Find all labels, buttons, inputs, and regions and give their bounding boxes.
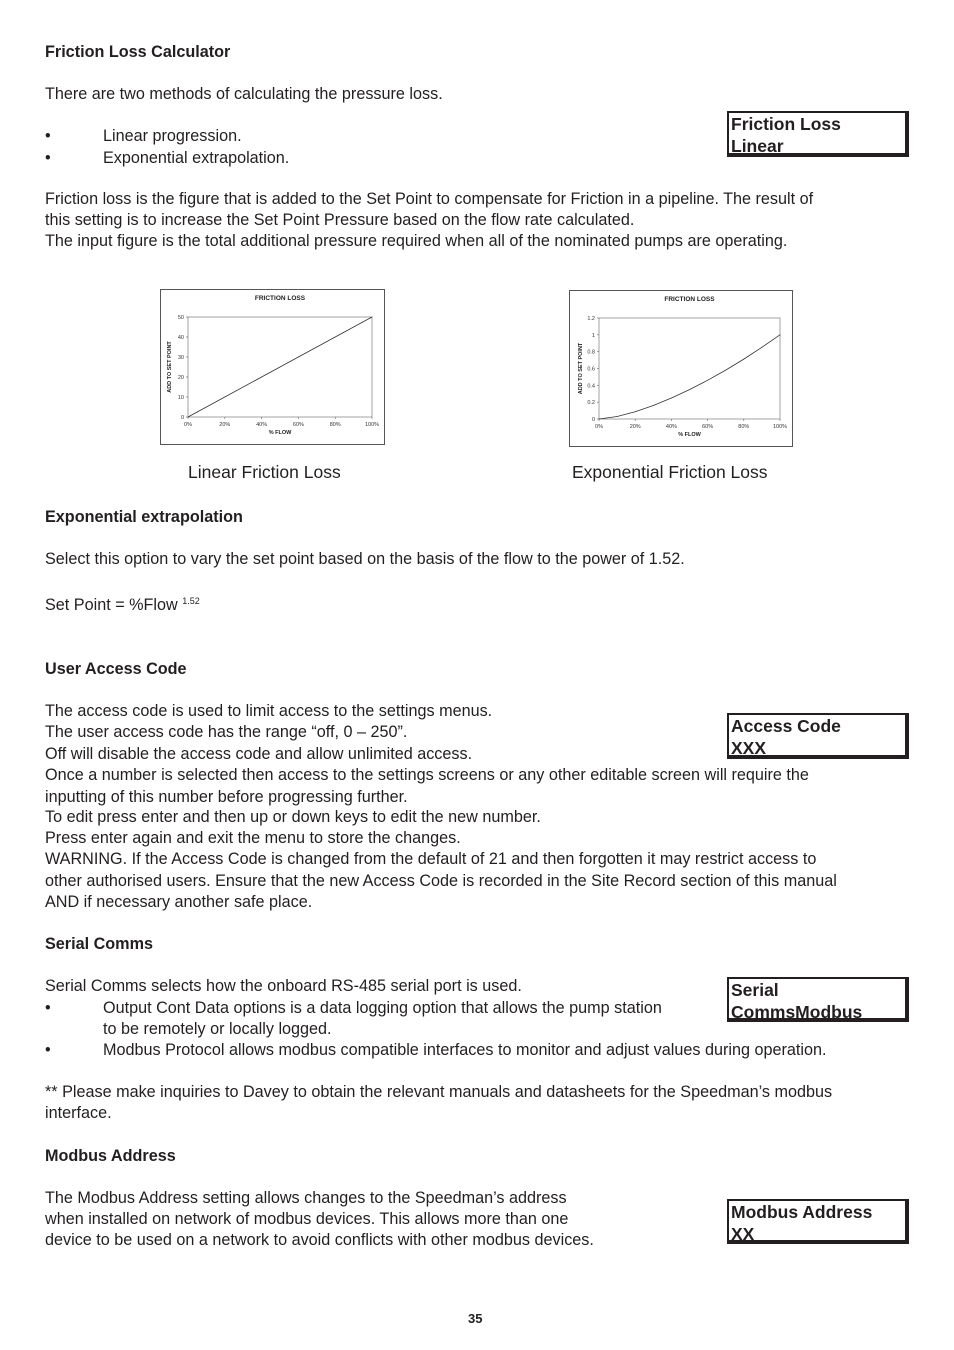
linear-friction-chart bbox=[160, 289, 385, 445]
chart-title: FRICTION LOSS bbox=[664, 296, 715, 303]
y-tick-label: 40 bbox=[177, 335, 184, 341]
lcd-modbus-address bbox=[727, 1199, 909, 1244]
exponential-friction-chart bbox=[569, 290, 793, 447]
data-point bbox=[298, 357, 299, 358]
x-tick-label: 40% bbox=[256, 422, 268, 428]
data-point bbox=[671, 398, 672, 399]
y-tick-label: 20 bbox=[177, 375, 184, 381]
x-tick-label: 20% bbox=[629, 424, 641, 430]
data-point bbox=[617, 416, 618, 417]
plot-area bbox=[599, 318, 780, 419]
y-tick-label: 0.2 bbox=[587, 400, 595, 407]
data-point bbox=[689, 389, 690, 390]
serial-bullet-1-line-1: Output Cont Data options is a data logging option that allows the pump station bbox=[103, 999, 662, 1017]
serial-note-line-2: interface. bbox=[45, 1104, 112, 1122]
section-heading-exponential: Exponential extrapolation bbox=[45, 508, 243, 526]
series-line bbox=[188, 317, 372, 417]
y-tick-label: 0 bbox=[591, 417, 595, 423]
data-point bbox=[707, 380, 708, 381]
set-point-formula bbox=[45, 591, 200, 616]
bullet-marker: • bbox=[45, 149, 51, 167]
access-line-2: The user access code has the range “off, 0 – 250”. bbox=[45, 723, 408, 741]
formula-text: Set Point = %Flow bbox=[45, 596, 178, 614]
access-line-3: Off will disable the access code and allow unlimited access. bbox=[45, 745, 473, 763]
lcd-access-code bbox=[727, 713, 909, 759]
friction-para-line-2: this setting is to increase the Set Point Pressure based on the flow rate calculated. bbox=[45, 211, 635, 229]
chart-title: FRICTION LOSS bbox=[254, 295, 306, 302]
access-line-5: inputting of this number before progressing further. bbox=[45, 788, 408, 806]
exponential-chart-caption: Exponential Friction Loss bbox=[572, 462, 768, 482]
bullet-marker: • bbox=[45, 1041, 51, 1059]
access-line-4: Once a number is selected then access to the settings screens or any other editable screen will require the bbox=[45, 766, 809, 784]
serial-intro: Serial Comms selects how the onboard RS-485 serial port is used. bbox=[45, 977, 522, 995]
lcd-line-1: Modbus Address bbox=[731, 1202, 873, 1222]
y-tick-label: 30 bbox=[177, 355, 184, 361]
friction-para-line-1: Friction loss is the figure that is added to the Set Point to compensate for Friction in a pipeline. The result of bbox=[45, 190, 814, 208]
lcd-line-1: Serial bbox=[731, 980, 779, 1000]
data-point bbox=[335, 337, 336, 338]
linear-chart-caption: Linear Friction Loss bbox=[188, 462, 341, 482]
serial-bullet-1-line-2: to be remotely or locally logged. bbox=[103, 1020, 332, 1038]
x-axis-label: % FLOW bbox=[268, 430, 292, 436]
data-point bbox=[372, 317, 373, 318]
section-heading-serial: Serial Comms bbox=[45, 935, 153, 953]
exponential-friction-chart-svg bbox=[570, 291, 792, 446]
y-tick-label: 0.8 bbox=[587, 349, 595, 356]
y-tick-label: 0 bbox=[180, 415, 184, 421]
x-tick-label: 100% bbox=[772, 424, 788, 430]
series-line bbox=[599, 335, 780, 419]
x-tick-label: 100% bbox=[364, 422, 380, 428]
access-line-9: other authorised users. Ensure that the new Access Code is recorded in the Site Record section of this manual bbox=[45, 872, 837, 890]
y-axis-label: ADD TO SET POINT bbox=[578, 342, 584, 395]
y-tick-label: 10 bbox=[177, 395, 184, 401]
data-point bbox=[653, 405, 654, 406]
x-tick-label: 0% bbox=[595, 424, 603, 430]
y-axis-label: ADD TO SET POINT bbox=[167, 341, 173, 393]
y-tick-label: 1.2 bbox=[587, 316, 595, 322]
x-tick-label: 60% bbox=[702, 424, 714, 430]
exponential-text: Select this option to vary the set point based on the basis of the flow to the power of 1.52. bbox=[45, 550, 685, 568]
x-tick-label: 60% bbox=[292, 422, 304, 428]
data-point bbox=[599, 419, 600, 420]
modbus-line-2: when installed on network of modbus devices. This allows more than one bbox=[45, 1210, 569, 1228]
access-line-1: The access code is used to limit access to the settings menus. bbox=[45, 702, 493, 720]
lcd-line-1: Friction Loss bbox=[731, 114, 841, 134]
lcd-line-2: Linear bbox=[731, 136, 784, 156]
x-tick-label: 80% bbox=[329, 422, 341, 428]
x-axis-label: % FLOW bbox=[678, 432, 701, 438]
y-tick-label: 1 bbox=[591, 332, 595, 339]
section-heading-friction: Friction Loss Calculator bbox=[45, 43, 231, 61]
access-line-6: To edit press enter and then up or down keys to edit the new number. bbox=[45, 808, 541, 826]
data-point bbox=[261, 377, 262, 378]
friction-bullet-exponential: Exponential extrapolation. bbox=[103, 149, 290, 167]
friction-para-line-3: The input figure is the total additional pressure required when all of the nominated pumps are operating. bbox=[45, 232, 788, 250]
friction-intro: There are two methods of calculating the pressure loss. bbox=[45, 85, 443, 103]
data-point bbox=[635, 411, 636, 412]
data-point bbox=[188, 417, 189, 418]
lcd-line-2: XX bbox=[731, 1224, 755, 1244]
section-heading-modbus: Modbus Address bbox=[45, 1147, 176, 1165]
serial-bullet-2: Modbus Protocol allows modbus compatible interfaces to monitor and adjust values during operation. bbox=[103, 1041, 827, 1059]
lcd-line-1: Access Code bbox=[731, 716, 841, 736]
lcd-line-2: XXX bbox=[731, 738, 767, 758]
lcd-serial-comms bbox=[727, 977, 909, 1022]
lcd-friction-loss bbox=[727, 111, 909, 157]
x-tick-label: 40% bbox=[665, 424, 677, 430]
bullet-marker: • bbox=[45, 127, 51, 145]
x-tick-label: 20% bbox=[219, 422, 231, 428]
linear-friction-chart-svg bbox=[161, 290, 384, 444]
x-tick-label: 0% bbox=[184, 422, 192, 428]
bullet-marker: • bbox=[45, 999, 51, 1017]
data-point bbox=[780, 334, 781, 335]
modbus-line-1: The Modbus Address setting allows changes to the Speedman’s address bbox=[45, 1189, 567, 1207]
data-point bbox=[725, 370, 726, 371]
data-point bbox=[762, 347, 763, 348]
access-line-7: Press enter again and exit the menu to store the changes. bbox=[45, 829, 461, 847]
y-tick-label: 50 bbox=[177, 315, 184, 321]
y-tick-label: 0.6 bbox=[587, 366, 595, 373]
formula-exponent: 1.52 bbox=[182, 596, 200, 606]
y-tick-label: 0.4 bbox=[587, 383, 595, 390]
x-tick-label: 80% bbox=[738, 424, 750, 430]
page-number: 35 bbox=[468, 1311, 483, 1326]
serial-note-line-1: ** Please make inquiries to Davey to obtain the relevant manuals and datasheets for the Speedman’s modbus bbox=[45, 1083, 833, 1101]
friction-bullet-linear: Linear progression. bbox=[103, 127, 242, 145]
lcd-line-2: CommsModbus bbox=[731, 1002, 863, 1022]
data-point bbox=[743, 359, 744, 360]
section-heading-access: User Access Code bbox=[45, 660, 187, 678]
modbus-line-3: device to be used on a network to avoid conflicts with other modbus devices. bbox=[45, 1231, 594, 1249]
access-line-8: WARNING. If the Access Code is changed from the default of 21 and then forgotten it may restrict access to bbox=[45, 850, 817, 868]
data-point bbox=[224, 397, 225, 398]
access-line-10: AND if necessary another safe place. bbox=[45, 893, 313, 911]
